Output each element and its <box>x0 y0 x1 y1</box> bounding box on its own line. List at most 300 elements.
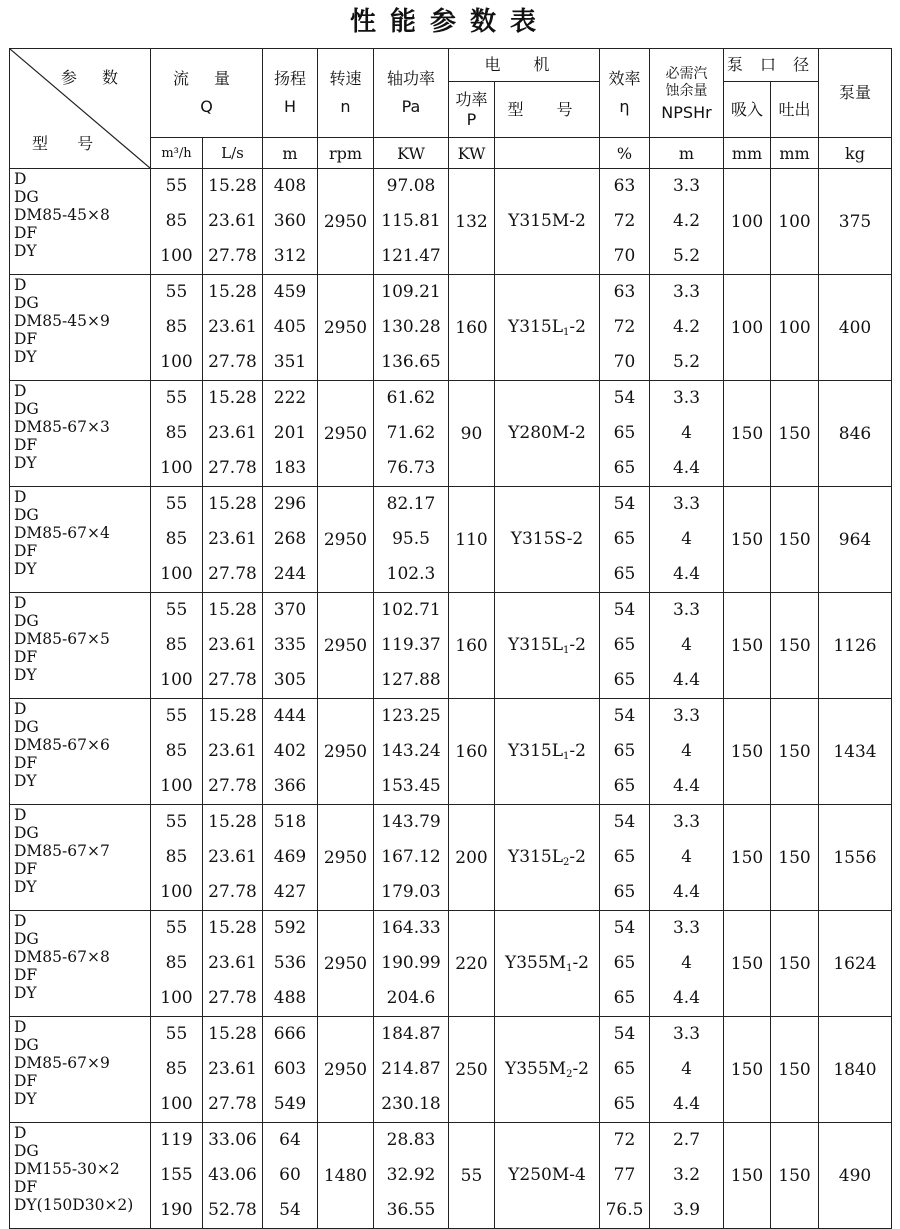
param-model-header <box>10 49 151 169</box>
motor-type-cell <box>495 169 600 275</box>
motor-type-tail: -2 <box>572 953 589 973</box>
efficiency-cell-value: 63 <box>613 282 636 302</box>
flow-ls-cell-value: 15.28 <box>208 282 257 302</box>
shaft-power-cell <box>374 275 449 381</box>
inlet-cell: 100 <box>724 275 771 381</box>
head-cell <box>263 805 318 911</box>
model-variant: D <box>14 912 27 930</box>
head-cell <box>263 275 318 381</box>
motor-power-cell: 132 <box>449 169 495 275</box>
unit-npsh: m <box>650 138 724 169</box>
motor-type-cell <box>495 699 600 805</box>
motor-type-subscript: 1 <box>563 751 570 762</box>
npsh-label-2: 蚀余量 <box>665 82 708 99</box>
table-row <box>10 699 892 805</box>
table-row <box>10 275 892 381</box>
motor-type-tail: -2 <box>569 847 586 867</box>
npsh-label-1: 必需汽 <box>665 65 708 82</box>
efficiency-cell <box>600 805 650 911</box>
npsh-cell-value: 3.3 <box>672 918 701 938</box>
npsh-cell-value: 4 <box>681 953 692 973</box>
outlet-cell: 100 <box>771 275 819 381</box>
npsh-cell-value: 3.3 <box>672 388 701 408</box>
model-variant: DF <box>14 1178 38 1196</box>
flow-ls-cell-value: 23.61 <box>208 1059 257 1079</box>
model-variant: DF <box>14 860 38 878</box>
motor-type-main: Y315L <box>508 317 564 337</box>
efficiency-cell-value: 54 <box>613 706 636 726</box>
flow-m3h-cell-value: 85 <box>165 211 188 231</box>
speed-cell: 2950 <box>318 805 374 911</box>
outlet-header: 吐出 <box>771 82 819 138</box>
weight-cell: 1126 <box>819 593 892 699</box>
model-cell <box>10 1123 151 1229</box>
flow-m3h-cell-value: 85 <box>165 317 188 337</box>
model-variant: DM85-45×9 <box>14 312 110 330</box>
model-variant: DF <box>14 1072 38 1090</box>
model-variant: DG <box>14 188 39 206</box>
efficiency-label: 效率 <box>608 69 641 88</box>
head-header <box>263 49 318 138</box>
head-cell-value: 402 <box>273 741 307 761</box>
flow-ls-cell-value: 23.61 <box>208 211 257 231</box>
model-cell <box>10 699 151 805</box>
motor-type-cell <box>495 593 600 699</box>
efficiency-cell <box>600 699 650 805</box>
motor-power-cell: 220 <box>449 911 495 1017</box>
efficiency-cell-value: 65 <box>613 458 636 478</box>
model-variant: D <box>14 276 27 294</box>
npsh-cell-value: 3.3 <box>672 812 701 832</box>
npsh-cell-value: 4 <box>681 635 692 655</box>
efficiency-header <box>600 49 650 138</box>
model-variant: DY(150D30×2) <box>14 1196 134 1214</box>
efficiency-cell-value: 54 <box>613 494 636 514</box>
unit-flow-ls: L/s <box>203 138 263 169</box>
head-symbol: H <box>283 97 297 116</box>
shaft-power-cell-value: 71.62 <box>386 423 436 443</box>
model-variant: DY <box>14 1090 37 1108</box>
flow-ls-cell-value: 15.28 <box>208 388 257 408</box>
shaft-power-cell <box>374 169 449 275</box>
flow-ls-cell-value: 15.28 <box>208 1024 257 1044</box>
head-cell <box>263 593 318 699</box>
head-cell-value: 268 <box>273 529 307 549</box>
motor-type-tail: -2 <box>572 1059 589 1079</box>
npsh-cell-value: 4.4 <box>672 988 701 1008</box>
model-variant: DY <box>14 560 37 578</box>
efficiency-cell-value: 63 <box>613 176 636 196</box>
head-cell-value: 592 <box>273 918 307 938</box>
motor-type-tail: -2 <box>569 741 586 761</box>
shaft-power-cell-value: 136.65 <box>381 352 441 372</box>
inlet-header: 吸入 <box>724 82 771 138</box>
efficiency-cell <box>600 911 650 1017</box>
flow-ls-cell <box>203 593 263 699</box>
head-cell-value: 296 <box>273 494 307 514</box>
head-cell-value: 444 <box>273 706 307 726</box>
npsh-cell-value: 4.4 <box>672 1094 701 1114</box>
model-variant: DG <box>14 506 39 524</box>
flow-ls-cell-value: 27.78 <box>208 1094 257 1114</box>
flow-m3h-cell-value: 85 <box>165 1059 188 1079</box>
shaft-power-symbol: Pa <box>401 97 421 116</box>
npsh-cell <box>650 593 724 699</box>
speed-cell: 1480 <box>318 1123 374 1229</box>
weight-cell: 1624 <box>819 911 892 1017</box>
shaft-power-cell-value: 123.25 <box>381 706 441 726</box>
motor-type-cell <box>495 275 600 381</box>
unit-motor-power: KW <box>449 138 495 169</box>
head-cell-value: 360 <box>273 211 307 231</box>
outlet-cell: 150 <box>771 1123 819 1229</box>
table-row <box>10 487 892 593</box>
head-cell-value: 351 <box>273 352 307 372</box>
shaft-power-cell-value: 115.81 <box>381 211 441 231</box>
bore-header: 泵 口 径 <box>724 49 819 82</box>
speed-cell: 2950 <box>318 169 374 275</box>
efficiency-cell <box>600 1017 650 1123</box>
efficiency-cell-value: 65 <box>613 847 636 867</box>
head-cell-value: 488 <box>273 988 307 1008</box>
efficiency-cell-value: 54 <box>613 600 636 620</box>
model-variant: DY <box>14 984 37 1002</box>
model-variant: DG <box>14 1142 39 1160</box>
unit-motor-type <box>495 138 600 169</box>
outlet-cell: 150 <box>771 1017 819 1123</box>
model-cell <box>10 593 151 699</box>
motor-type-cell <box>495 911 600 1017</box>
flow-m3h-cell-value: 155 <box>160 1165 193 1185</box>
flow-m3h-cell <box>151 911 203 1017</box>
model-variant: DF <box>14 648 38 666</box>
model-variant: DG <box>14 824 39 842</box>
motor-header: 电 机 <box>449 49 600 82</box>
shaft-power-cell-value: 102.3 <box>386 564 436 584</box>
flow-m3h-cell-value: 85 <box>165 635 188 655</box>
model-variant: DG <box>14 718 39 736</box>
efficiency-cell-value: 65 <box>613 776 636 796</box>
unit-head: m <box>263 138 318 169</box>
model-variant: DY <box>14 348 37 366</box>
model-variant: DG <box>14 1036 39 1054</box>
npsh-cell <box>650 169 724 275</box>
efficiency-cell-value: 65 <box>613 953 636 973</box>
model-variant: DF <box>14 224 38 242</box>
model-variant: DM155-30×2 <box>14 1160 120 1178</box>
table-row <box>10 169 892 275</box>
inlet-cell: 150 <box>724 911 771 1017</box>
shaft-power-label: 轴功率 <box>386 69 435 88</box>
efficiency-cell <box>600 487 650 593</box>
flow-ls-cell-value: 43.06 <box>208 1165 257 1185</box>
motor-power-symbol: P <box>466 109 477 129</box>
efficiency-cell-value: 76.5 <box>605 1200 644 1220</box>
motor-type-subscript: 2 <box>563 857 570 868</box>
table-body <box>10 169 892 1229</box>
inlet-cell: 150 <box>724 1017 771 1123</box>
flow-m3h-cell-value: 55 <box>165 176 188 196</box>
npsh-cell-value: 4.4 <box>672 564 701 584</box>
inlet-cell: 150 <box>724 1123 771 1229</box>
npsh-cell-value: 5.2 <box>672 246 701 266</box>
efficiency-cell-value: 72 <box>613 211 636 231</box>
flow-ls-cell-value: 23.61 <box>208 317 257 337</box>
npsh-cell-value: 3.3 <box>672 1024 701 1044</box>
flow-m3h-cell <box>151 805 203 911</box>
head-cell <box>263 487 318 593</box>
head-cell-value: 459 <box>273 282 307 302</box>
shaft-power-cell <box>374 1017 449 1123</box>
shaft-power-cell <box>374 699 449 805</box>
table-row <box>10 1123 892 1229</box>
shaft-power-cell-value: 36.55 <box>386 1200 436 1220</box>
npsh-header <box>650 49 724 138</box>
head-cell-value: 183 <box>273 458 307 478</box>
model-variant: D <box>14 806 27 824</box>
speed-cell: 2950 <box>318 381 374 487</box>
flow-ls-cell-value: 23.61 <box>208 953 257 973</box>
head-cell-value: 603 <box>273 1059 307 1079</box>
motor-power-header <box>449 82 495 138</box>
efficiency-cell-value: 72 <box>613 1130 636 1150</box>
model-cell <box>10 169 151 275</box>
flow-m3h-cell-value: 100 <box>160 882 193 902</box>
inlet-cell: 150 <box>724 805 771 911</box>
shaft-power-cell-value: 204.6 <box>386 988 436 1008</box>
efficiency-cell <box>600 169 650 275</box>
table-row <box>10 805 892 911</box>
motor-power-cell: 160 <box>449 699 495 805</box>
npsh-cell-value: 3.9 <box>672 1200 701 1220</box>
flow-m3h-cell-value: 55 <box>165 1024 188 1044</box>
speed-cell: 2950 <box>318 911 374 1017</box>
inlet-cell: 150 <box>724 699 771 805</box>
flow-ls-cell <box>203 805 263 911</box>
flow-ls-cell-value: 27.78 <box>208 670 257 690</box>
model-cell <box>10 805 151 911</box>
shaft-power-cell <box>374 593 449 699</box>
flow-m3h-cell-value: 85 <box>165 529 188 549</box>
npsh-cell-value: 3.3 <box>672 600 701 620</box>
flow-m3h-cell-value: 100 <box>160 352 193 372</box>
npsh-cell-value: 5.2 <box>672 352 701 372</box>
head-cell <box>263 381 318 487</box>
shaft-power-cell-value: 164.33 <box>381 918 441 938</box>
head-cell-value: 64 <box>279 1130 301 1150</box>
flow-ls-cell-value: 23.61 <box>208 635 257 655</box>
motor-power-cell: 160 <box>449 593 495 699</box>
model-cell <box>10 275 151 381</box>
shaft-power-cell <box>374 805 449 911</box>
model-variant: D <box>14 594 27 612</box>
model-variant: DG <box>14 400 39 418</box>
flow-m3h-cell-value: 55 <box>165 918 188 938</box>
npsh-cell <box>650 487 724 593</box>
shaft-power-cell-value: 214.87 <box>381 1059 441 1079</box>
param-label: 参 数 <box>60 68 128 87</box>
flow-ls-cell-value: 52.78 <box>208 1200 257 1220</box>
efficiency-cell <box>600 1123 650 1229</box>
weight-cell: 1840 <box>819 1017 892 1123</box>
npsh-cell-value: 4.4 <box>672 776 701 796</box>
model-variant: D <box>14 1018 27 1036</box>
head-cell <box>263 1017 318 1123</box>
model-cell <box>10 911 151 1017</box>
motor-power-cell: 250 <box>449 1017 495 1123</box>
shaft-power-cell-value: 127.88 <box>381 670 441 690</box>
model-cell <box>10 381 151 487</box>
unit-outlet: mm <box>771 138 819 169</box>
efficiency-cell-value: 65 <box>613 564 636 584</box>
motor-type-cell <box>495 1017 600 1123</box>
npsh-cell <box>650 805 724 911</box>
flow-m3h-cell-value: 100 <box>160 776 193 796</box>
flow-m3h-cell-value: 85 <box>165 741 188 761</box>
motor-type-cell <box>495 381 600 487</box>
model-variant: DY <box>14 454 37 472</box>
weight-cell: 375 <box>819 169 892 275</box>
head-cell-value: 408 <box>273 176 307 196</box>
outlet-cell: 150 <box>771 593 819 699</box>
table-row <box>10 381 892 487</box>
npsh-cell-value: 4.2 <box>672 211 701 231</box>
unit-inlet: mm <box>724 138 771 169</box>
flow-ls-cell-value: 15.28 <box>208 494 257 514</box>
shaft-power-cell-value: 28.83 <box>386 1130 436 1150</box>
shaft-power-cell <box>374 1123 449 1229</box>
motor-type-main: Y315S-2 <box>510 529 584 549</box>
shaft-power-cell-value: 153.45 <box>381 776 441 796</box>
efficiency-cell-value: 65 <box>613 670 636 690</box>
motor-type-subscript: 2 <box>566 1069 573 1080</box>
motor-power-cell: 90 <box>449 381 495 487</box>
flow-ls-cell <box>203 1017 263 1123</box>
motor-type-subscript: 1 <box>566 963 573 974</box>
efficiency-cell-value: 70 <box>613 352 636 372</box>
flow-ls-cell-value: 33.06 <box>208 1130 257 1150</box>
npsh-cell-value: 3.3 <box>672 176 701 196</box>
flow-m3h-cell-value: 85 <box>165 953 188 973</box>
npsh-cell-value: 4.4 <box>672 458 701 478</box>
unit-weight: kg <box>819 138 892 169</box>
shaft-power-cell <box>374 487 449 593</box>
head-cell-value: 201 <box>273 423 307 443</box>
shaft-power-cell-value: 97.08 <box>386 176 436 196</box>
weight-header: 泵量 <box>819 49 892 138</box>
motor-type-cell <box>495 487 600 593</box>
efficiency-cell <box>600 593 650 699</box>
model-variant: DM85-67×8 <box>14 948 110 966</box>
model-variant: DY <box>14 772 37 790</box>
flow-ls-cell-value: 23.61 <box>208 847 257 867</box>
motor-type-cell <box>495 805 600 911</box>
motor-type-main: Y250M-4 <box>508 1165 586 1185</box>
speed-cell: 2950 <box>318 487 374 593</box>
flow-m3h-cell-value: 55 <box>165 600 188 620</box>
npsh-cell-value: 4 <box>681 529 692 549</box>
outlet-cell: 150 <box>771 911 819 1017</box>
flow-ls-cell <box>203 275 263 381</box>
motor-power-cell: 160 <box>449 275 495 381</box>
flow-ls-cell-value: 27.78 <box>208 776 257 796</box>
model-variant: D <box>14 488 27 506</box>
npsh-cell-value: 4 <box>681 741 692 761</box>
npsh-cell-value: 3.3 <box>672 494 701 514</box>
flow-m3h-cell-value: 55 <box>165 388 188 408</box>
flow-m3h-cell <box>151 1123 203 1229</box>
npsh-cell <box>650 381 724 487</box>
flow-ls-cell-value: 27.78 <box>208 352 257 372</box>
model-variant: DF <box>14 754 38 772</box>
motor-type-main: Y315L <box>508 635 564 655</box>
efficiency-cell-value: 65 <box>613 1094 636 1114</box>
model-variant: DM85-67×6 <box>14 736 110 754</box>
flow-symbol: Q <box>200 97 213 116</box>
speed-header <box>318 49 374 138</box>
flow-ls-cell-value: 27.78 <box>208 458 257 478</box>
flow-ls-cell-value: 23.61 <box>208 529 257 549</box>
flow-m3h-cell-value: 100 <box>160 1094 193 1114</box>
efficiency-cell-value: 65 <box>613 1059 636 1079</box>
efficiency-cell-value: 65 <box>613 988 636 1008</box>
outlet-cell: 150 <box>771 381 819 487</box>
performance-table <box>9 48 892 1229</box>
efficiency-cell-value: 77 <box>613 1165 636 1185</box>
flow-ls-cell <box>203 169 263 275</box>
model-variant: DG <box>14 294 39 312</box>
outlet-cell: 100 <box>771 169 819 275</box>
head-label: 扬程 <box>273 69 306 88</box>
flow-m3h-cell <box>151 275 203 381</box>
motor-power-cell: 110 <box>449 487 495 593</box>
model-variant: DG <box>14 612 39 630</box>
weight-cell: 400 <box>819 275 892 381</box>
flow-ls-cell-value: 23.61 <box>208 741 257 761</box>
motor-type-subscript: 1 <box>563 645 570 656</box>
flow-ls-cell-value: 15.28 <box>208 706 257 726</box>
npsh-cell <box>650 911 724 1017</box>
weight-cell: 1556 <box>819 805 892 911</box>
model-label: 型 号 <box>32 134 106 153</box>
flow-ls-cell-value: 15.28 <box>208 918 257 938</box>
head-cell <box>263 911 318 1017</box>
speed-symbol: n <box>340 97 351 116</box>
flow-ls-cell-value: 27.78 <box>208 988 257 1008</box>
motor-power-label: 功率 <box>455 89 488 109</box>
motor-type-cell <box>495 1123 600 1229</box>
model-variant: DM85-67×7 <box>14 842 110 860</box>
motor-type-main: Y280M-2 <box>508 423 586 443</box>
model-variant: DM85-45×8 <box>14 206 110 224</box>
npsh-cell-value: 4.2 <box>672 317 701 337</box>
head-cell-value: 60 <box>279 1165 301 1185</box>
efficiency-cell-value: 70 <box>613 246 636 266</box>
shaft-power-cell-value: 109.21 <box>381 282 441 302</box>
npsh-cell-value: 4.4 <box>672 882 701 902</box>
shaft-power-cell-value: 167.12 <box>381 847 441 867</box>
npsh-cell-value: 4 <box>681 847 692 867</box>
flow-m3h-cell-value: 85 <box>165 423 188 443</box>
npsh-cell-value: 3.3 <box>672 282 701 302</box>
shaft-power-cell-value: 179.03 <box>381 882 441 902</box>
efficiency-cell <box>600 275 650 381</box>
head-cell-value: 312 <box>273 246 307 266</box>
flow-ls-cell-value: 27.78 <box>208 564 257 584</box>
npsh-cell <box>650 275 724 381</box>
inlet-cell: 150 <box>724 381 771 487</box>
head-cell <box>263 1123 318 1229</box>
